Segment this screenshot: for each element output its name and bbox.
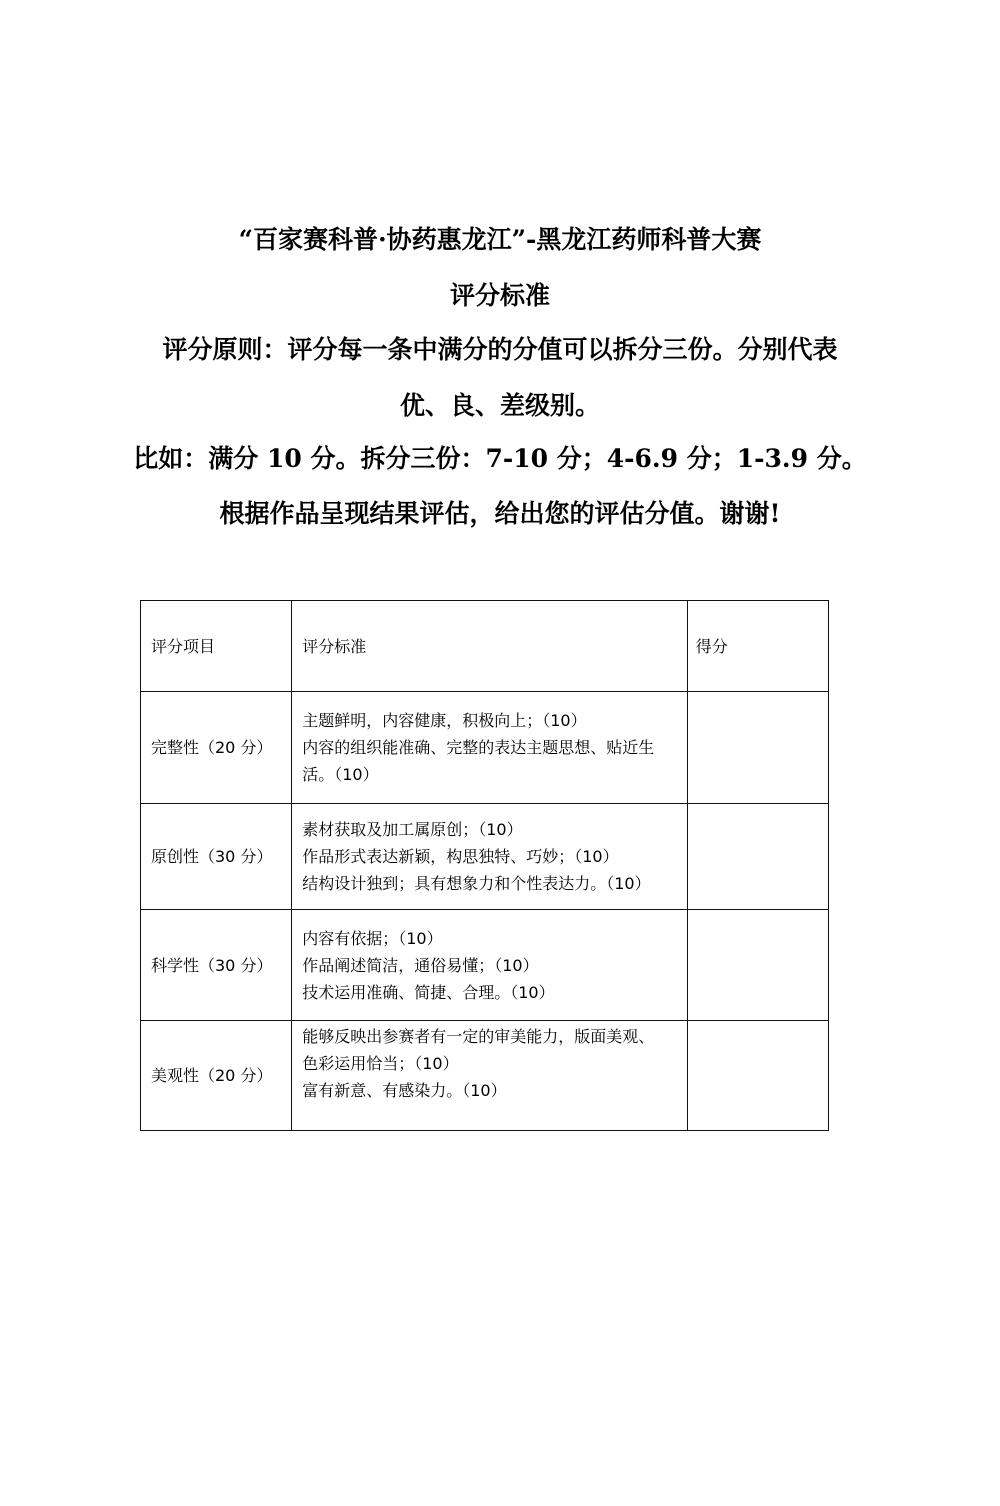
scoring-example: 比如：满分 10 分。拆分三份：7-10 分；4-6.9 分；1-3.9 分。 — [133, 444, 867, 473]
scoring-table — [140, 600, 829, 1131]
scoring-principle-line-1: 评分原则：评分每一条中满分的分值可以拆分三份。分别代表 — [162, 335, 838, 364]
standard-line: 素材获取及加工属原创；（10） — [302, 820, 523, 839]
standard-line: 能够反映出参赛者有一定的审美能力，版面美观、 — [302, 1027, 655, 1046]
table-header-row — [141, 601, 829, 692]
standard-line: 技术运用准确、简捷、合理。（10） — [302, 982, 555, 1002]
standard-line: 色彩运用恰当；（10） — [302, 1054, 459, 1073]
table-row — [141, 804, 829, 910]
standard-line: 作品阐述简洁，通俗易懂；（10） — [302, 955, 539, 975]
row-standard — [292, 910, 688, 1021]
header-item: 评分项目 — [141, 601, 292, 692]
header-score: 得分 — [687, 601, 828, 692]
table-row — [141, 910, 829, 1021]
standard-line: 活。（10） — [302, 765, 379, 784]
row-score-cell[interactable] — [687, 910, 828, 1021]
row-standard — [292, 692, 688, 804]
standard-line: 结构设计独到；具有想象力和个性表达力。（10） — [302, 874, 651, 893]
row-score-cell[interactable] — [687, 692, 828, 804]
row-standard — [292, 804, 688, 910]
table-row — [141, 692, 829, 804]
header-standard: 评分标准 — [292, 601, 688, 692]
standard-line: 富有新意、有感染力。（10） — [302, 1081, 507, 1100]
row-score-cell[interactable] — [687, 804, 828, 910]
standard-line: 作品形式表达新颖，构思独特、巧妙；（10） — [302, 847, 619, 866]
row-item: 原创性（30 分） — [141, 804, 292, 910]
document-title: “百家赛科普·协药惠龙江”-黑龙江药师科普大赛 — [238, 225, 762, 254]
standard-line: 主题鲜明，内容健康，积极向上；（10） — [302, 711, 587, 730]
row-item: 美观性（20 分） — [141, 1021, 292, 1131]
table-row — [141, 1021, 829, 1131]
standard-line: 内容有依据；（10） — [302, 928, 443, 948]
scoring-principle-line-2: 优、良、差级别。 — [399, 391, 600, 420]
standard-line: 内容的组织能准确、完整的表达主题思想、贴近生 — [302, 738, 655, 757]
document-subtitle: 评分标准 — [449, 281, 550, 310]
row-score-cell[interactable] — [687, 1021, 828, 1131]
row-item: 科学性（30 分） — [141, 910, 292, 1021]
row-standard — [292, 1021, 688, 1131]
row-item: 完整性（20 分） — [141, 692, 292, 804]
scoring-instruction: 根据作品呈现结果评估，给出您的评估分值。谢谢! — [219, 499, 781, 528]
